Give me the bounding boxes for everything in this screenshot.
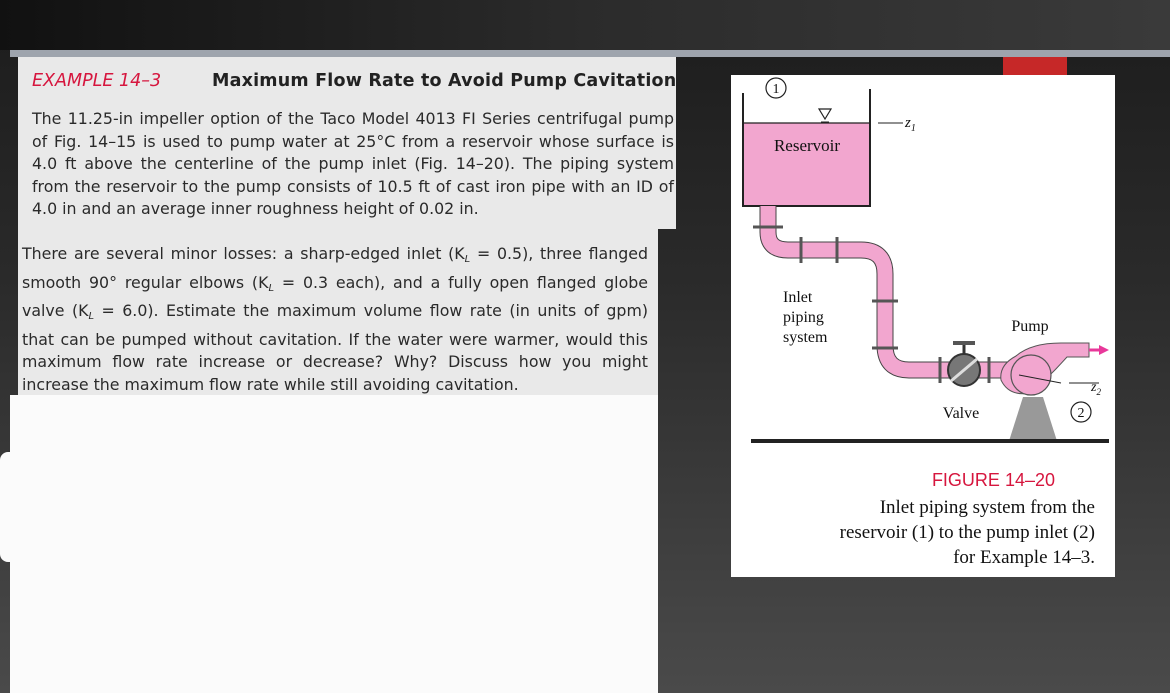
- example-title: Maximum Flow Rate to Avoid Pump Cavitation: [212, 71, 677, 91]
- example-number: EXAMPLE 14–3: [32, 71, 162, 91]
- reservoir-label: Reservoir: [773, 136, 841, 155]
- subscript-L: L: [464, 254, 471, 265]
- marker-2-label: 2: [1077, 406, 1085, 421]
- red-tab-marker: [1003, 57, 1067, 75]
- top-dark-bar: [0, 0, 1170, 50]
- inlet-label: Inlet: [783, 289, 813, 306]
- z2-label: $z_2$: [1091, 380, 1101, 397]
- top-divider: [10, 50, 1170, 57]
- example-paragraph-2: There are several minor losses: a sharp-edged inlet $(K_L = 0.5)$, three flanged smooth 90° regular elbows ($K_L = 0.3$ each), and a fully open flanged globe valve $(K_L = 6.0)$. Estimate the maximum volume flow rate (in units of gpm) that can be pumped without cavitation. If the water were warmer, would this maximum flow rate increase or decrease? Why? Discuss how you might increase the maximum flow rate while still avoiding cavitation.: [22, 244, 648, 394]
- pump-impeller-housing: [1011, 355, 1051, 395]
- system-label: system: [783, 329, 828, 346]
- figure-label: FIGURE 14–20: [931, 470, 1055, 490]
- redacted-area-left: [0, 452, 40, 562]
- free-surface-icon: [819, 109, 831, 119]
- subscript-L: L: [88, 311, 95, 322]
- subscript-L: L: [268, 282, 275, 294]
- discharge-arrow-head: [1099, 345, 1109, 355]
- figure-14-20: [731, 75, 1115, 577]
- pump-label: Pump: [1011, 318, 1049, 335]
- caption-line-2: reservoir (1) to the pump inlet (2): [839, 522, 1095, 543]
- caption-line-3: for Example 14–3.: [953, 547, 1095, 568]
- caption-line-1: Inlet piping system from the: [879, 497, 1095, 518]
- figure-caption: [771, 470, 1095, 570]
- redacted-area: [10, 395, 658, 693]
- piping-label: piping: [783, 309, 824, 326]
- marker-1-label: 1: [772, 82, 780, 97]
- valve-handle: [953, 341, 975, 345]
- z1-label: $z_1$: [905, 115, 916, 134]
- pump-base: [1009, 397, 1057, 441]
- example-paragraph-1: The 11.25-in impeller option of the Taco Model 4013 FI Series centrifugal pump of Fig. 14–15 is used to pump water at 25°C from a reservoir whose surface is 4.0 ft above the centerline of the pump inlet (Fig. 14–20). The piping system from the reservoir to the pump consists of 10.5 ft of cast iron pipe with an ID of 4.0 in and an average inner roughness height of 0.02 in.: [32, 109, 674, 218]
- valve-label: Valve: [942, 405, 980, 422]
